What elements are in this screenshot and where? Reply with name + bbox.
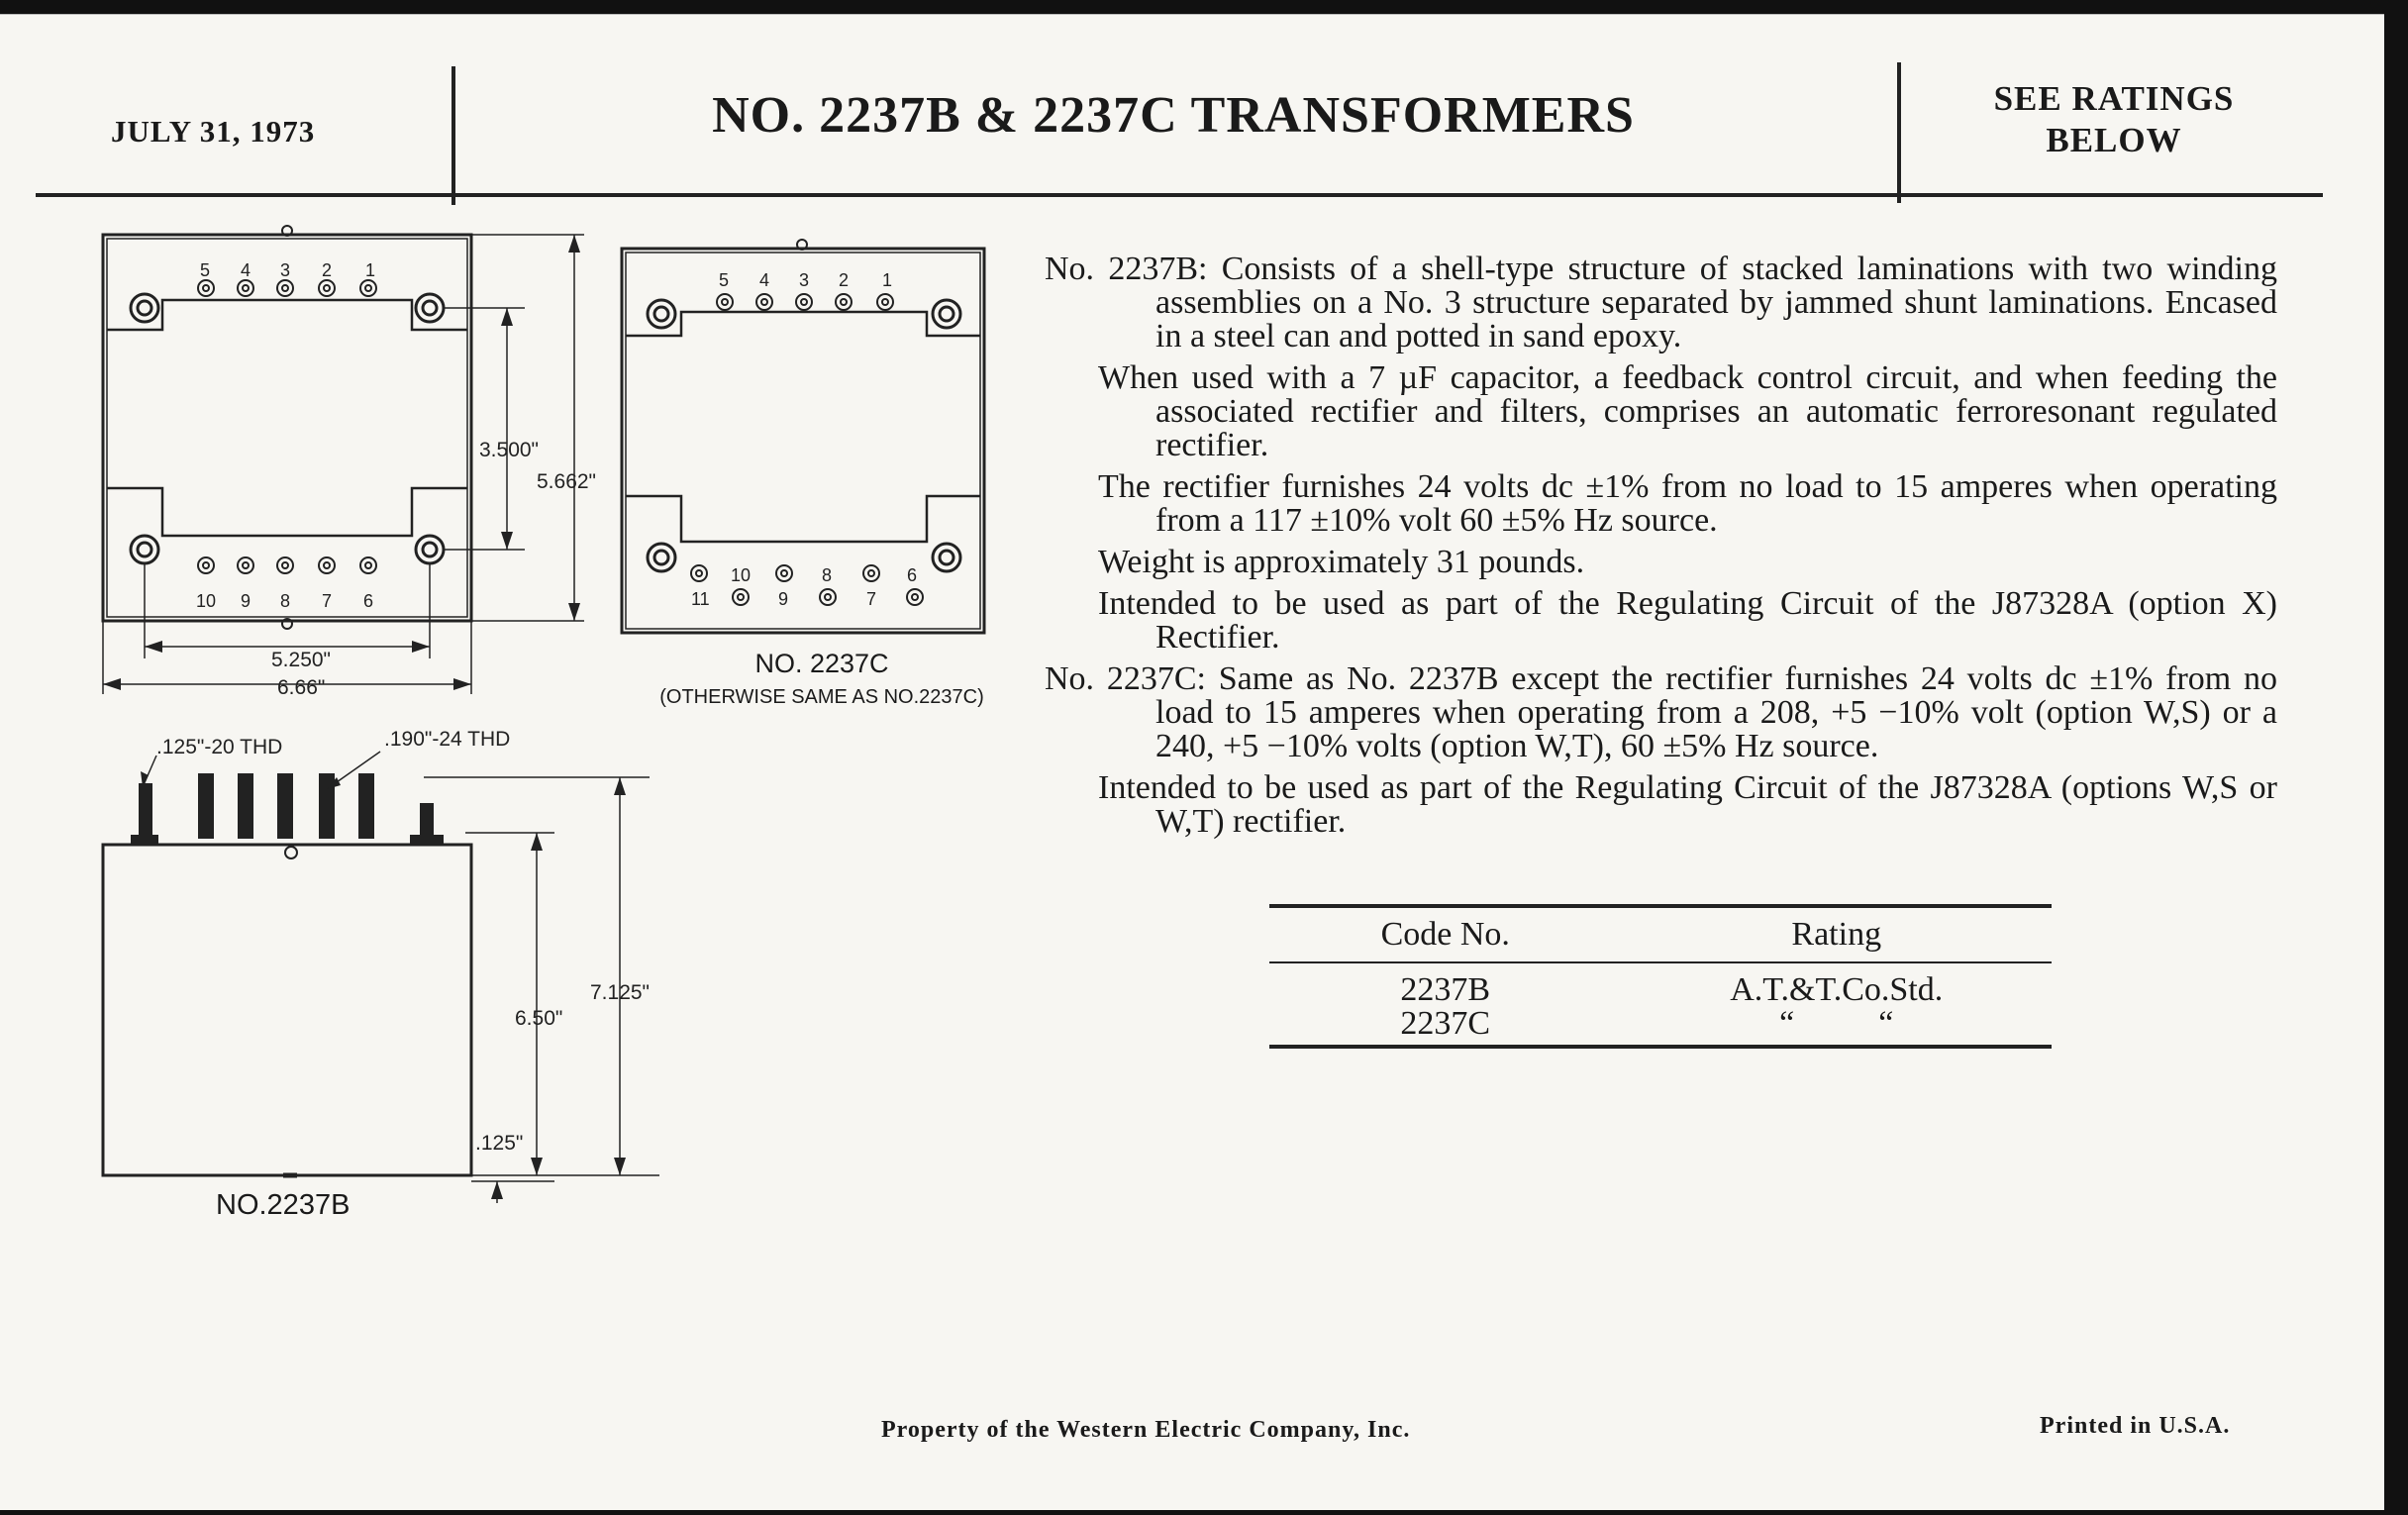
- pin-label: 6: [907, 565, 918, 585]
- pin-label: 8: [822, 565, 833, 585]
- ratings-note-line2: BELOW: [2046, 121, 2182, 159]
- spec-sheet-card: [0, 14, 2384, 1510]
- pin-label: 9: [241, 591, 251, 611]
- description-usage: When used with a 7 µF capacitor, a feedback control circuit, and when feeding the associated rectifier and filters, comprises an automatic ferroresonant regulated rectifier.: [1098, 359, 2277, 463]
- rating-cell: A.T.&T.Co.Std. “ “: [1622, 962, 2053, 1047]
- pin-label: 4: [759, 270, 770, 290]
- description-weight: Weight is approximately 31 pounds.: [1098, 544, 1585, 580]
- description-2237c: No. 2237C: Same as No. 2237B except the rectifier furnishes 24 volts dc ±1% from no load to 15 amperes when operating from a 208, +5 −10% volt (option W,S) or a 240, +5 −10% volts (option W,T), 60 ±5% Hz source.: [1045, 660, 2277, 764]
- dim-125: .125": [475, 1132, 524, 1155]
- description-text: [1045, 252, 2277, 847]
- pin-label: 3: [280, 260, 291, 280]
- thread-190: .190"-24 THD: [384, 728, 511, 751]
- pin-label: 3: [799, 270, 810, 290]
- description-intended-x: Intended to be used as part of the Regulating Circuit of the J87328A (option X) Rectifier.: [1098, 585, 2277, 656]
- pin-label: 4: [241, 260, 251, 280]
- pin-label: 7: [322, 591, 333, 611]
- ratings-table: [1269, 904, 2052, 1049]
- page-title: NO. 2237B & 2237C TRANSFORMERS: [712, 87, 1635, 144]
- description-output: The rectifier furnishes 24 volts dc ±1% from no load to 15 amperes when operating from a 117 ±10% volt 60 ±5% Hz source.: [1098, 468, 2277, 539]
- transformer-drawings: [0, 15, 1030, 1233]
- property-notice: Property of the Western Electric Company, Inc.: [881, 1417, 1411, 1443]
- printed-notice: Printed in U.S.A.: [2040, 1413, 2231, 1439]
- 2237c-top-outline: [622, 249, 984, 633]
- pin-label: 2: [839, 270, 850, 290]
- description-intended-ws: Intended to be used as part of the Regulating Circuit of the J87328A (options W,S or W,T) rectifier.: [1098, 769, 2277, 840]
- terminal-studs: [131, 773, 444, 845]
- dim-5662: 5.662": [537, 470, 597, 493]
- pin-label: 11: [691, 589, 710, 609]
- issue-date: JULY 31, 1973: [111, 114, 316, 149]
- col-header-code: Code No.: [1269, 906, 1622, 962]
- pin-label: 10: [196, 591, 217, 611]
- thread-125: .125"-20 THD: [156, 736, 283, 758]
- col-header-rating: Rating: [1622, 906, 2053, 962]
- pin-label: 2: [322, 260, 333, 280]
- pin-label: 6: [363, 591, 374, 611]
- ratings-note: [1911, 78, 2317, 161]
- pin-label: 10: [731, 565, 752, 585]
- pin-label: 9: [778, 589, 789, 609]
- table-row: [1269, 962, 2052, 1047]
- caption-2237c: NO. 2237C: [754, 649, 889, 678]
- ratings-note-line1: SEE RATINGS: [1993, 79, 2235, 118]
- pin-label: 8: [280, 591, 291, 611]
- dim-3500: 3.500": [479, 439, 540, 461]
- dim-7125: 7.125": [590, 981, 651, 1004]
- caption-2237b: NO.2237B: [216, 1189, 351, 1221]
- pin-label: 1: [365, 260, 376, 280]
- pin-label: 7: [866, 589, 877, 609]
- pin-label: 5: [719, 270, 730, 290]
- header-divider-right: [1897, 62, 1901, 203]
- description-2237b: No. 2237B: Consists of a shell-type structure of stacked laminations with two winding assemblies on a No. 3 structure separated by jammed shunt laminations. Encased in a steel can and potted in sand epoxy.: [1045, 251, 2277, 354]
- dim-5250: 5.250": [271, 649, 332, 671]
- code-cell: 2237B 2237C: [1269, 962, 1622, 1047]
- pin-label: 5: [200, 260, 211, 280]
- pin-label: 1: [882, 270, 893, 290]
- 2237b-side-outline: [103, 845, 471, 1175]
- dim-650: 6.50": [515, 1007, 563, 1030]
- dim-666: 6.66": [277, 676, 326, 699]
- caption-2237c-note: (OTHERWISE SAME AS NO.2237C): [659, 686, 984, 708]
